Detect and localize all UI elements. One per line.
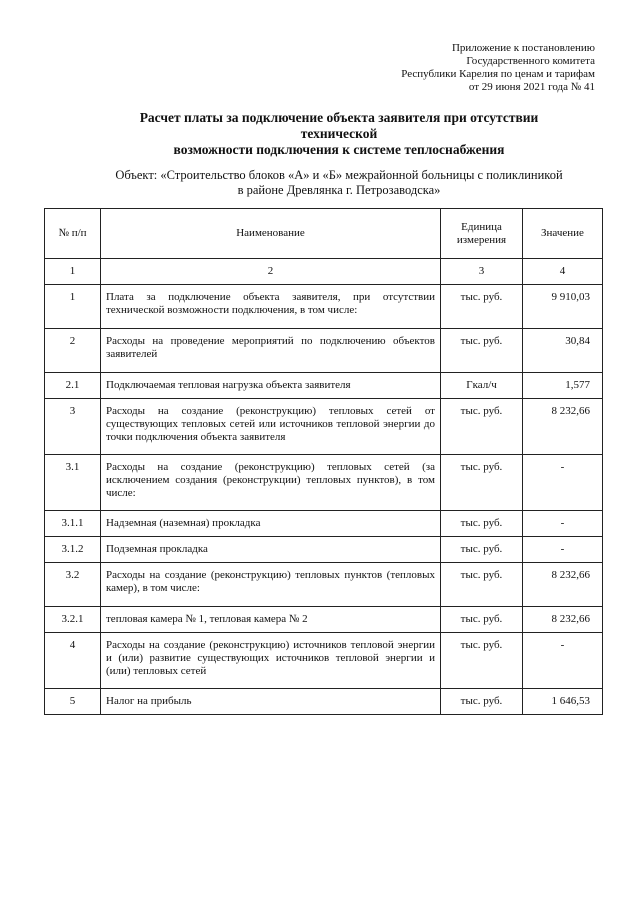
appendix-line: Приложение к постановлению: [451, 42, 595, 54]
header-unit: Единица измерения: [441, 209, 523, 259]
row-number: 3.2.1: [45, 607, 101, 633]
calculation-table: [44, 208, 603, 715]
table-row: [45, 511, 603, 537]
table-row: [45, 633, 603, 689]
row-number: 3.2: [45, 563, 101, 607]
row-number: 1: [45, 285, 101, 329]
table-row: [45, 399, 603, 455]
row-unit: тыс. руб.: [441, 285, 523, 329]
column-number: 2: [101, 259, 441, 285]
row-unit: тыс. руб.: [441, 511, 523, 537]
title-line: Расчет платы за подключение объекта заявителя при отсутствии технической: [139, 110, 539, 141]
row-number: 2.1: [45, 373, 101, 399]
table-row: [45, 689, 603, 715]
title-line: возможности подключения к системе теплоснабжения: [173, 142, 505, 157]
row-unit: тыс. руб.: [441, 607, 523, 633]
row-value: 8 232,66: [523, 399, 603, 455]
row-unit: тыс. руб.: [441, 399, 523, 455]
row-value: 30,84: [523, 329, 603, 373]
row-unit: тыс. руб.: [441, 455, 523, 511]
header-value: Значение: [523, 209, 603, 259]
row-number: 3: [45, 399, 101, 455]
row-number: 3.1.1: [45, 511, 101, 537]
appendix-note: [401, 42, 595, 94]
table-header-row: [45, 209, 603, 259]
row-number: 5: [45, 689, 101, 715]
row-number: 3.1: [45, 455, 101, 511]
appendix-line: Республики Карелия по ценам и тарифам: [401, 68, 595, 80]
row-name: Расходы на создание (реконструкцию) тепловых сетей (за исключением создания (реконструкции) тепловых пунктов), в том числе:: [101, 455, 441, 511]
row-number: 2: [45, 329, 101, 373]
row-value: 9 910,03: [523, 285, 603, 329]
table-row: [45, 607, 603, 633]
row-value: -: [523, 537, 603, 563]
table-row: [45, 373, 603, 399]
row-name: Расходы на создание (реконструкцию) тепловых пунктов (тепловых камер), в том числе:: [101, 563, 441, 607]
row-value: -: [523, 633, 603, 689]
table-body: [45, 285, 603, 715]
table-row: [45, 285, 603, 329]
row-value: -: [523, 511, 603, 537]
row-name: Налог на прибыль: [101, 689, 441, 715]
row-name: Расходы на проведение мероприятий по подключению объектов заявителей: [101, 329, 441, 373]
header-name: Наименование: [101, 209, 441, 259]
row-name: тепловая камера № 1, тепловая камера № 2: [101, 607, 441, 633]
object-line: в районе Древлянка г. Петрозаводска»: [237, 183, 441, 197]
row-name: Подключаемая тепловая нагрузка объекта заявителя: [101, 373, 441, 399]
appendix-line: Государственного комитета: [466, 55, 595, 67]
column-number: 4: [523, 259, 603, 285]
appendix-line: от 29 июня 2021 года № 41: [468, 81, 595, 93]
row-name: Расходы на создание (реконструкцию) источников тепловой энергии и (или) развитие существующих источников тепловой энергии и (или) тепловых сетей: [101, 633, 441, 689]
column-number-row: [45, 259, 603, 285]
row-unit: Гкал/ч: [441, 373, 523, 399]
row-unit: тыс. руб.: [441, 537, 523, 563]
header-num: № п/п: [45, 209, 101, 259]
column-number: 1: [45, 259, 101, 285]
row-value: -: [523, 455, 603, 511]
table-row: [45, 329, 603, 373]
row-name: Плата за подключение объекта заявителя, при отсутствии технической возможности подключения, в том числе:: [101, 285, 441, 329]
row-number: 3.1.2: [45, 537, 101, 563]
row-name: Подземная прокладка: [101, 537, 441, 563]
row-name: Расходы на создание (реконструкцию) тепловых сетей от существующих тепловых сетей или источников тепловой энергии до точки подключения объекта заявителя: [101, 399, 441, 455]
row-unit: тыс. руб.: [441, 633, 523, 689]
table-row: [45, 537, 603, 563]
table-row: [45, 455, 603, 511]
column-number: 3: [441, 259, 523, 285]
row-value: 1 646,53: [523, 689, 603, 715]
row-value: 1,577: [523, 373, 603, 399]
row-value: 8 232,66: [523, 563, 603, 607]
row-value: 8 232,66: [523, 607, 603, 633]
object-description: [100, 168, 578, 198]
row-name: Надземная (наземная) прокладка: [101, 511, 441, 537]
row-unit: тыс. руб.: [441, 563, 523, 607]
document-title: [100, 110, 578, 158]
row-unit: тыс. руб.: [441, 329, 523, 373]
row-number: 4: [45, 633, 101, 689]
row-unit: тыс. руб.: [441, 689, 523, 715]
table-row: [45, 563, 603, 607]
object-line: Объект: «Строительство блоков «А» и «Б» межрайонной больницы с поликлиникой: [115, 168, 563, 182]
